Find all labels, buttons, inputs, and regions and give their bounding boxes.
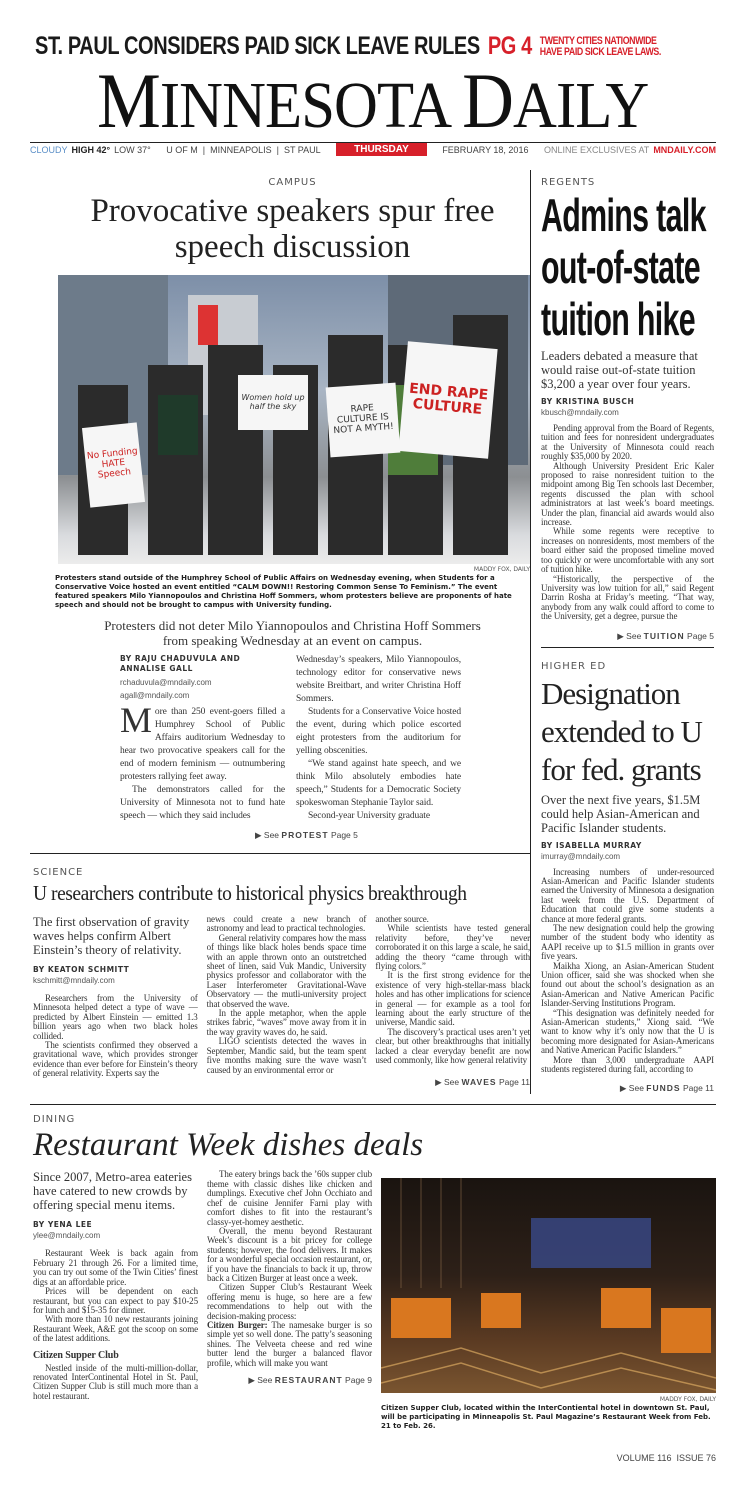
paragraph: The eatery brings back the ’60s supper club theme with classic dishes like chicken and dumplings. Executive chef John Occhiato and chef de cuisine Jennifer Farni play with comfort dishes to fit into the restaurant’s classy-yet-homey aesthetic.	[207, 1169, 372, 1227]
paragraph: The new designation could help the growing number of the student body who identity as AAPI receive up to $1.5 million in grants over five years.	[541, 922, 714, 962]
weather-condition: CLOUDY	[30, 145, 68, 155]
locations: U OF M | MINNEAPOLIS | ST PAUL	[166, 145, 321, 155]
see-text: See	[444, 1076, 460, 1087]
paragraph: Students for a Conservative Voice hosted the event, during which police escorted eight protesters from the auditorium for yelling obscenities.	[296, 707, 461, 756]
paragraph: Overall, the menu beyond Restaurant Week’s discount is a bit pricey for college students; however, the food delivers. It makes for a wonderful special occasion restaurant, or, if you have the financials to back it up, throw back a Citizen Burger at least once a week.	[207, 1225, 372, 1283]
divider	[30, 853, 530, 854]
protest-sign: No Funding HATE Speech	[82, 422, 145, 507]
author-email[interactable]: agall@mndaily.com	[120, 691, 190, 700]
restaurant-photo	[381, 1178, 716, 1393]
dining-columns	[33, 1170, 716, 1431]
paragraph: Maikha Xiong, an Asian-American Student Union officer, said she was shocked when she found out about the school’s designation as an Asian-American and Native American Pacific Islander-Serving Institutions Program.	[541, 960, 714, 1009]
jump-page: Page 11	[498, 1076, 530, 1087]
science-col3	[375, 915, 530, 1088]
science-body-col3	[375, 915, 530, 1066]
item-label: Citizen Burger:	[207, 1319, 268, 1330]
dining-deck: Since 2007, Metro-area eateries have catered to new crowds by offering special menu items.	[33, 1170, 192, 1213]
jump-page: Page 11	[682, 1083, 714, 1094]
section-label-science: SCIENCE	[33, 867, 84, 878]
volume-issue: VOLUME 116 ISSUE 76	[616, 1453, 716, 1464]
paragraph: “Historically, the perspective of the University was low tuition for all,” said Regent Darrin Rosha at Friday’s meeting. “That way, anybody from any walk could afford to come to the University, get a degree, pursue the	[541, 573, 714, 622]
byline: BY YENA LEE	[33, 1220, 93, 1230]
highered-deck: Over the next five years, $1.5M could help Asian-American and Pacific Islander students.	[541, 792, 701, 835]
photo-caption: Citizen Supper Club, located within the InterContiental hotel in downtown St. Paul, will be participating in Minneapolis St. Paul Magazine’s Restaurant Week from Feb. 21 to Feb. 26.	[381, 1404, 711, 1431]
regents-body	[541, 424, 714, 622]
author-email[interactable]: rchaduvula@mndaily.com	[120, 678, 212, 687]
protest-sign: RAPE CULTURE IS NOT A MYTH!	[326, 383, 401, 458]
jump-link-restaurant[interactable]: ▶ See RESTAURANT Page 9	[248, 1375, 372, 1385]
weather-high: HIGH 42°	[71, 145, 111, 155]
day-badge: THURSDAY	[336, 143, 427, 156]
author-email[interactable]: kbusch@mndaily.com	[541, 408, 619, 417]
author-email[interactable]: imurray@mndaily.com	[541, 851, 621, 861]
section-label-regents: REGENTS	[541, 177, 596, 188]
science-col1	[33, 915, 198, 1088]
paragraph: While some regents were receptive to increases on nonresidents, most members of the board either said the proposed timeline moved too quickly or were uncomfortable with any sort of tuition hike.	[541, 526, 714, 575]
paragraph: ore than 250 event-goers filled a Humphrey School of Public Affairs auditorium Wednesday to hear two provocative speakers call for the end of modern feminism — outnumbering protesters rallying feet away.	[120, 707, 285, 782]
divider	[541, 647, 714, 648]
paragraph: Wednesday’s speakers, Milo Yiannopoulos, technology editor for conservative news website Breitbart, and writer Christina Hoff Sommers.	[296, 655, 461, 704]
dining-col1	[33, 1170, 198, 1431]
see-text: See	[628, 1083, 644, 1094]
paragraph: The demonstrators called for the University of Minnesota not to fund hate speech — which they said includes	[120, 785, 285, 821]
see-text: See	[626, 630, 642, 641]
paragraph: With more than 10 new restaurants joining Restaurant Week, A&E got the scoop on some of the latest additions.	[33, 1314, 198, 1344]
jump-keyword: WAVES	[461, 1076, 497, 1087]
paragraph: Prices will be dependent on each restaurant, but you can expect to pay $10-25 for lunch and $15-35 for dinner.	[33, 1286, 198, 1315]
photo-caption: Protesters stand outside of the Humphrey School of Public Affairs on Wednesday evening, when Students for a Conservative Voice hosted an event entitled “CALM DOWN!! Restoring Common Sense To Feminism.” The event featured speakers Milo Yiannopoulos and Christina Hoff Sommers, whom protesters believe are proponents of hate speech and should not be brought to campus with University funding.	[55, 574, 512, 609]
author-email[interactable]: ylee@mndaily.com	[33, 1231, 101, 1241]
paragraph: The namesake burger is so simple yet so well done. The patty’s seasoning shines. The Velveeta cheese and red wine butter lend the burger a balanced flavor profile, which will make you want	[207, 1319, 372, 1368]
paragraph: Second-year University graduate	[308, 811, 430, 821]
paragraph: Restaurant Week is back again from February 21 through 26. For a limited time, you can try out some of the Twin Cities’ finest digs at an affordable price.	[33, 1248, 198, 1287]
see-text: See	[257, 1375, 273, 1385]
paragraph: “We stand against hate speech, and we think Milo absolutely embodies hate speech,” Students for a Democratic Society spokeswoman Stephanie Taylor said.	[296, 759, 461, 808]
jump-link-waves[interactable]: ▶ See WAVES Page 11	[435, 1076, 530, 1087]
drop-cap: M	[120, 700, 152, 740]
campus-deck: Protesters did not deter Milo Yiannopoulos and Christina Hoff Sommers from speaking Wednesday at an event on campus.	[104, 618, 481, 648]
byline: BY RAJU CHADUVULA AND ANNALISE GALL	[120, 654, 241, 673]
restaurant-photo-illustration	[381, 1178, 716, 1393]
science-story	[30, 866, 530, 1088]
jump-keyword: FUNDS	[646, 1083, 681, 1094]
masthead-logo	[30, 57, 716, 145]
jump-page: Page 5	[687, 630, 714, 641]
paragraph: Pending approval from the Board of Regents, tuition and fees for nonresident undergraduates at the University of Minnesota could reach roughly $35,000 by 2020.	[541, 423, 714, 462]
section-label-dining: DINING	[33, 1114, 76, 1126]
jump-keyword: RESTAURANT	[274, 1375, 343, 1385]
logo-wordmark	[97, 57, 649, 145]
dining-body-col2	[207, 1170, 372, 1368]
section-label-campus: CAMPUS	[268, 177, 317, 188]
campus-byline-block	[120, 654, 285, 823]
protest-photo	[58, 275, 530, 564]
section-label-higher-ed: HIGHER ED	[541, 660, 607, 672]
subhead: Citizen Supper Club	[33, 1349, 119, 1361]
campus-body-col1	[120, 700, 285, 823]
online-exclusives	[544, 145, 716, 155]
paragraph: In the apple metaphor, when the apple strikes fabric, “waves” move away from it in the way gravity waves do, he said.	[206, 1008, 367, 1037]
banner-sub-line: TWENTY CITIES NATIONWIDE	[539, 34, 657, 47]
divider	[30, 1104, 716, 1105]
science-headline[interactable]: U researchers contribute to historical physics breakthrough	[33, 881, 467, 905]
paragraph: While scientists have tested general relativity before, they’ve never corroborated it on this large a scale, he said, adding the theory “came through with flying colors.”	[375, 923, 530, 972]
campus-headline[interactable]: Provocative speakers spur free speech discussion	[90, 193, 495, 265]
paragraph: The discovery’s practical uses aren’t yet clear, but other breakthroughs that initially lacked a clear everyday benefit are now used commonly, like how general relativity	[375, 1026, 530, 1066]
weather	[30, 145, 151, 155]
photo-credit: MADDY FOX, DAILY	[473, 566, 530, 573]
science-columns	[33, 915, 530, 1088]
dining-story	[30, 1113, 716, 1431]
jump-link-tuition[interactable]: ▶ See TUITION Page 5	[617, 630, 714, 641]
banner-page-ref: PG 4	[487, 32, 532, 60]
paragraph: Nestled inside of the multi-million-dollar, renovated InterContinental Hotel in St. Paul, Citizen Supper Club is still much more than a hotel restaurant.	[33, 1362, 198, 1401]
byline: BY KRISTINA BUSCH	[541, 397, 635, 406]
science-deck: The first observation of gravity waves helps confirm Albert Einstein’s theory of relativity.	[33, 915, 190, 957]
campus-story	[30, 176, 530, 841]
paragraph: The scientists confirmed they observed a gravitational wave, which provides stronger evidence than ever before for Einstein’s theory of general relativity. Experts say the	[33, 1040, 198, 1079]
campus-body	[120, 654, 530, 823]
logo-initial: D	[462, 57, 514, 144]
paragraph: Although University President Eric Kaler proposed to raise nonresident tuition to the midpoint among Big Ten schools last December, regents discussed the plan with school administrators at last week’s board meetings. Under the plan, financial aid awards would also increase.	[541, 460, 714, 528]
banner-headline[interactable]: ST. PAUL CONSIDERS PAID SICK LEAVE RULES	[35, 32, 480, 60]
paragraph: another source.	[375, 914, 429, 924]
jump-keyword: PROTEST	[281, 830, 329, 840]
campus-body-col2	[296, 654, 461, 823]
paragraph: Researchers from the University of Minnesota helped detect a type of wave — predicted by Albert Einstein — emitted 1.3 billion years ago when two black holes collided.	[33, 993, 198, 1041]
dining-col2	[207, 1170, 372, 1431]
logo-initial: M	[97, 57, 161, 144]
logo-text: INNESOTA	[160, 69, 463, 142]
paragraph: It is the first strong evidence for the existence of very high-stellar-mass black holes and has other implications for science in general — for example as a tool for learning about the early structure of the universe, Mandic said.	[375, 970, 530, 1028]
jump-link-protest[interactable]: ▶ See PROTEST Page 5	[255, 830, 358, 840]
paragraph: General relativity compares how the mass of things like black holes bends space time with an apple thrown onto an outstretched sheet of linen, said Vuk Mandic, University physics professor and collaborator with the Laser Interferometer Gravitational-Wave Observatory — the mutli-university project that observed the wave.	[206, 932, 367, 1009]
byline: BY ISABELLA MURRAY	[541, 840, 642, 850]
page-content	[30, 170, 716, 1464]
highered-headline[interactable]: Designation extended to U for fed. grants	[541, 675, 702, 787]
see-text: See	[263, 830, 280, 840]
dining-headline[interactable]: Restaurant Week dishes deals	[33, 1127, 424, 1164]
photo-credit: MADDY FOX, DAILY	[659, 1396, 716, 1404]
paragraph: news could create a new branch of astronomy and lead to practical technologies.	[206, 914, 367, 934]
paragraph: More than 3,000 undergraduate AAPI students registered during fall, according to	[541, 1054, 714, 1075]
jump-keyword: TUITION	[643, 630, 685, 641]
paragraph: Citizen Supper Club’s Restaurant Week offering menu is huge, so here are a few recommendations to help out with the decision-making process:	[207, 1282, 372, 1321]
jump-page: Page 9	[345, 1375, 372, 1385]
logo-text: AILY	[513, 69, 649, 142]
author-email[interactable]: kschmitt@mndaily.com	[33, 976, 115, 985]
online-label: ONLINE EXCLUSIVES AT	[543, 145, 650, 155]
regents-headline[interactable]: Admins talk out-of-state tuition hike	[541, 189, 706, 345]
jump-page: Page 5	[330, 830, 358, 840]
science-body-col1	[33, 994, 198, 1079]
banner-sub-line: HAVE PAID SICK LEAVE LAWS.	[539, 45, 661, 58]
paragraph: “This designation was definitely needed for Asian-American students,” Xiong said. “We want to know why it’s only now that the U is becoming more designated for Asian-Americans and Native American Pacific Islanders.”	[541, 1007, 714, 1056]
byline: BY KEATON SCHMITT	[33, 965, 130, 974]
weather-low: LOW 37°	[114, 145, 151, 155]
dining-photo-block	[381, 1178, 716, 1431]
science-body-col2	[207, 915, 367, 1088]
site-link[interactable]: MNDAILY.COM	[653, 145, 716, 155]
paragraph: LIGO scientists detected the waves in September, Mandic said, but the team spent five months making sure the wave wasn’t caused by an environmental error or	[206, 1036, 367, 1075]
jump-link-funds[interactable]: ▶ See FUNDS Page 11	[619, 1083, 714, 1094]
right-column	[530, 170, 716, 1094]
regents-deck: Leaders debated a measure that would raise out-of-state tuition $3,200 a year over four years.	[541, 349, 698, 391]
highered-body	[541, 868, 714, 1075]
left-column	[30, 170, 530, 1094]
paragraph: Increasing numbers of under-resourced Asian-American and Pacific Islander students earned the University of Minnesota a designation last week from the U.S. Department of Education that could give some students a chance at more federal grants.	[541, 866, 714, 924]
protest-sign: Women hold up half the sky	[238, 375, 308, 430]
protest-sign: END RAPE CULTURE	[398, 341, 497, 458]
info-bar	[30, 142, 716, 157]
top-row	[30, 170, 716, 1094]
banner-subtext	[540, 36, 661, 58]
issue-date: FEBRUARY 18, 2016	[442, 145, 529, 155]
dining-body-col1	[33, 1249, 198, 1401]
